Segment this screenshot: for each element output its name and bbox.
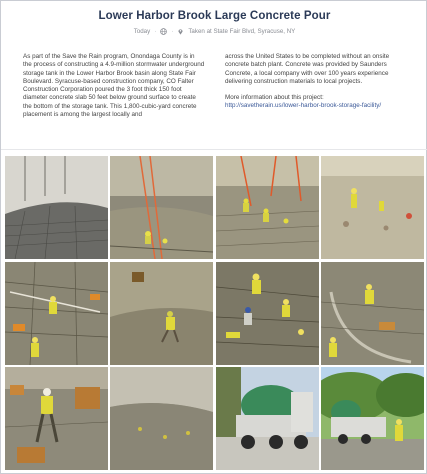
description-column-2 — [225, 53, 407, 127]
photo-5[interactable] — [5, 262, 108, 365]
photo-3[interactable] — [216, 156, 319, 259]
photo-1[interactable] — [5, 156, 108, 259]
description-paragraph: As part of the Save the Rain program, Onondaga County is in the process of constructing a 4.9-million stormwater underground storage tank in the Lower Harbor Brook basin along State Fair Boulevard. Syracuse-based construction company, CO Falter Construction Corporation poured the 3 foot thick 150 foot diameter concrete slab 50 feet below ground surface to create the bottom of the storage tank. This 1,800-cubic-yard concrete placement is among the largest locally and — [23, 53, 205, 119]
album-meta — [1, 28, 427, 35]
more-info-label: More information about this project: — [225, 94, 324, 102]
meta-separator: · — [171, 28, 174, 35]
photo-2[interactable] — [110, 156, 213, 259]
photo-7[interactable] — [216, 262, 319, 365]
divider — [1, 149, 427, 150]
project-link[interactable]: http://savetherain.us/lower-harbor-brook-storage-facility/ — [225, 102, 382, 110]
photo-8[interactable] — [321, 262, 424, 365]
globe-icon[interactable] — [160, 28, 167, 35]
meta-separator: · — [154, 28, 157, 35]
photo-11[interactable] — [216, 367, 319, 470]
photo-10[interactable] — [110, 367, 213, 470]
description-paragraph: across the United States to be completed without an onsite concrete batch plant. Concrete was provided by Saunders Concrete, a local company with over 100 years experience delivering construction materials to local projects. — [225, 53, 390, 85]
album-description — [23, 53, 408, 127]
more-info-paragraph — [225, 94, 407, 111]
photo-6[interactable] — [110, 262, 213, 365]
album-title: Lower Harbor Brook Large Concrete Pour — [98, 10, 331, 22]
album-date: Today — [133, 28, 151, 35]
photo-9[interactable] — [5, 367, 108, 470]
location-pin-icon — [177, 28, 184, 35]
photo-4[interactable] — [321, 156, 424, 259]
photo-12[interactable] — [321, 367, 424, 470]
description-column-1 — [23, 53, 205, 127]
album-location[interactable]: Taken at State Fair Blvd, Syracuse, NY — [188, 28, 296, 35]
photo-grid — [5, 156, 424, 470]
